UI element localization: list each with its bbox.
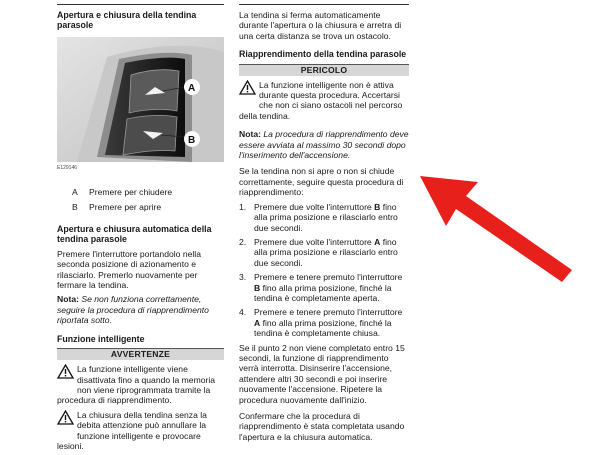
- section-heading-smart: Funzione intelligente: [57, 333, 145, 344]
- switch-figure: [57, 37, 224, 162]
- top-rule-left: [57, 4, 224, 5]
- warning-triangle-icon: [57, 364, 74, 379]
- warning-text-2-tail: lesioni.: [57, 440, 84, 451]
- figure-label-a: A: [188, 82, 196, 94]
- section-heading-sunblind: Apertura e chiusura della tendina parasole: [57, 10, 197, 31]
- legend-text: Premere per chiudere: [89, 187, 173, 198]
- paragraph-relearn-intro: Se la tendina non si apre o non si chiude correttamente, seguire questa procedura di riapprendimento:: [239, 166, 404, 198]
- relearn-steps: [239, 202, 409, 339]
- warning-block-1: [57, 364, 224, 406]
- step-text-post: fino alla prima posizione e rilasciarlo entro due secondi.: [254, 236, 398, 268]
- paragraph-timeout: Se il punto 2 non viene completato entro 15 secondi, la funzione di riapprendimento verrà interrotta. Disinserire l'accensione, attendere altri 30 secondi e poi inserire nuovamente l'accensione. Ripetere la procedura nuovamente dall'inizio.: [239, 342, 405, 405]
- red-arrow-icon: [416, 172, 576, 284]
- list-item: [239, 307, 409, 338]
- step-number: 3.: [239, 272, 247, 283]
- warning-triangle-icon: [239, 80, 256, 95]
- left-column: [57, 10, 224, 455]
- note-label: Nota:: [57, 294, 79, 305]
- warning-text-1: La funzione intelligente viene disattivata fino a quando la memoria non viene riprogrammata tramite la: [77, 364, 216, 395]
- top-rule-right: [239, 4, 409, 5]
- section-heading-automatic: Apertura e chiusura automatica della tendina parasole: [57, 224, 212, 245]
- legend-text: Premere per aprire: [89, 201, 162, 212]
- warnings-banner: AVVERTENZE: [57, 348, 224, 360]
- step-key: B: [374, 201, 381, 212]
- list-item: [239, 272, 409, 303]
- list-item: [239, 237, 409, 268]
- paragraph-obstacle: La tendina si ferma automaticamente durante l'apertura o la chiusura e arretra di una certa distanza se trova un ostacolo.: [239, 10, 402, 41]
- switch-illustration: [57, 37, 224, 162]
- warning-block-2: [57, 410, 224, 452]
- danger-banner: PERICOLO: [239, 64, 409, 76]
- list-item: [239, 202, 409, 233]
- step-key: B: [254, 282, 261, 293]
- step-text-pre: Premere due volte l'interruttore: [254, 201, 375, 212]
- figure-code: E129146: [57, 164, 78, 171]
- legend-row-b: [57, 202, 224, 212]
- step-number: 4.: [239, 307, 247, 318]
- paragraph-confirm: Confermare che la procedura di riapprendimento è stata completata usando l'apertura e la chiusura automatica.: [239, 411, 405, 442]
- step-key: A: [374, 236, 381, 247]
- step-text-pre: Premere due volte l'interruttore: [254, 236, 375, 247]
- section-heading-relearn: Riapprendimento della tendina parasole: [239, 49, 407, 60]
- figure-label-b: B: [188, 134, 196, 146]
- step-key: A: [254, 317, 261, 328]
- note-text: La procedura di riapprendimento deve essere avviata al massimo 30 secondi dopo l'inserimento dell'accensione.: [239, 129, 409, 161]
- danger-text: La funzione intelligente non è attiva durante questa procedura. Accertarsi che non ci siano ostacoli nel percorso: [259, 79, 403, 111]
- legend-key: B: [72, 201, 78, 212]
- step-text-post: fino alla prima posizione e rilasciarlo entro due secondi.: [254, 201, 398, 233]
- right-column: [239, 10, 409, 446]
- step-number: 1.: [239, 201, 247, 212]
- warning-text-2: La chiusura della tendina senza la debita attenzione può annullare la funzione intelligente e provocare: [77, 409, 207, 441]
- legend-key: A: [72, 187, 78, 198]
- step-number: 2.: [239, 236, 247, 247]
- danger-text-tail: della tendina.: [239, 110, 291, 121]
- paragraph-automatic: Premere l'interruttore portandolo nella seconda posizione di azionamento e rilasciarlo. Premerlo nuovamente per fermare la tendina.: [57, 248, 201, 291]
- note-text: Se non funziona correttamente, seguire la procedura di riapprendimento riportata sotto.: [57, 294, 209, 326]
- note-relearn: [239, 129, 409, 160]
- step-text-post: fino alla prima posizione, finché la tendina è completamente chiusa.: [254, 317, 392, 339]
- legend-row-a: [57, 187, 224, 197]
- step-text-pre: Premere e tenere premuto l'interruttore: [254, 307, 403, 318]
- step-text-post: fino alla prima posizione, finché la tendina è completamente aperta.: [254, 282, 392, 303]
- danger-block: [239, 80, 409, 122]
- note-automatic: [57, 294, 224, 325]
- step-text-pre: Premere e tenere premuto l'interruttore: [254, 272, 403, 283]
- warning-text-1-tail: procedura di riapprendimento.: [57, 395, 172, 406]
- note-label: Nota:: [239, 129, 261, 140]
- warning-triangle-icon: [57, 410, 74, 425]
